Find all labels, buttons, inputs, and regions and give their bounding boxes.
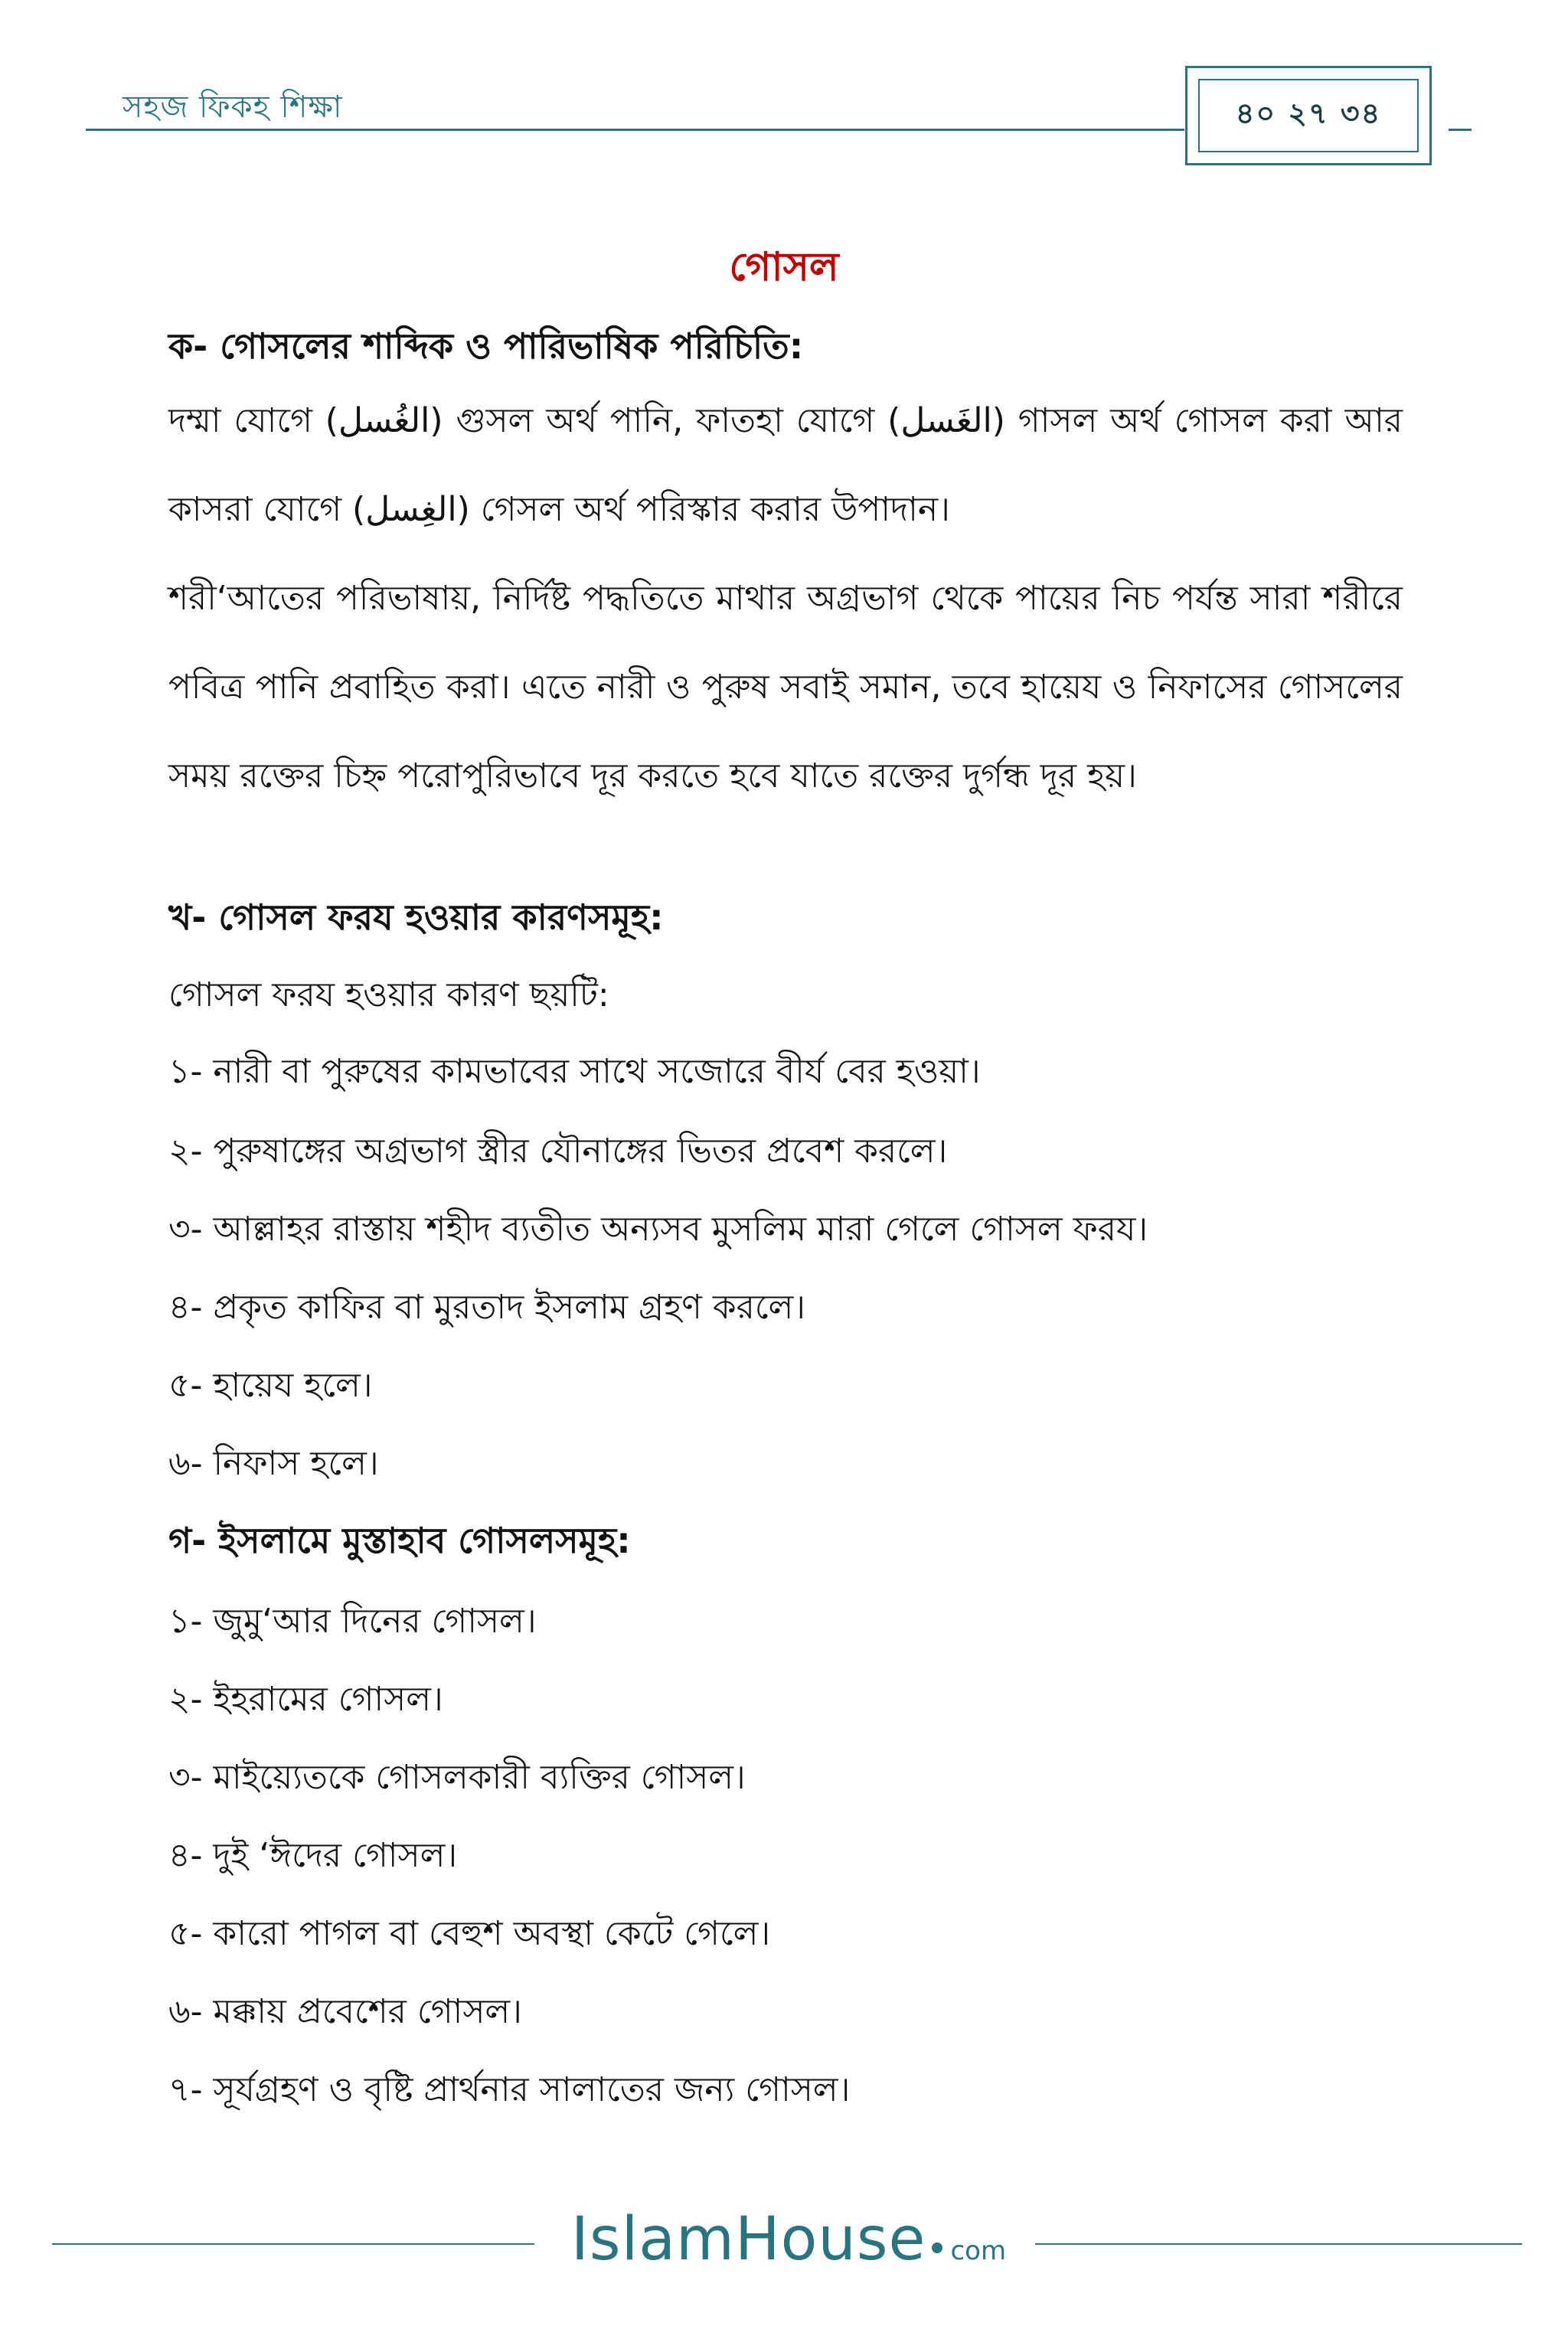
footer-rule-right <box>1035 2243 1522 2245</box>
list-item: ১- জুমু‘আর দিনের গোসল। <box>168 1602 537 1641</box>
list-item: ৬- নিফাস হলে। <box>168 1444 379 1483</box>
footer-rule-left <box>52 2243 534 2245</box>
list-item: ৫- কারো পাগল বা বেহুশ অবস্থা কেটে গেলে। <box>168 1914 771 1953</box>
logo-dot-icon <box>932 2243 942 2253</box>
book-title: সহজ ফিকহ শিক্ষা <box>122 90 343 125</box>
islamhouse-logo <box>551 2205 1026 2282</box>
list-item: ৪- প্রকৃত কাফির বা মুরতাদ ইসলাম গ্রহণ করলে। <box>168 1288 806 1327</box>
list-item: ৪- দুই ‘ঈদের গোসল। <box>168 1836 458 1875</box>
page-number-frame <box>1198 79 1419 152</box>
list-item: ১- নারী বা পুরুষের কামভাবের সাথে সজোরে বীর্য বের হওয়া। <box>168 1052 981 1091</box>
header-rule <box>86 129 1184 131</box>
list-item: ৩- মাইয়্যেতকে গোসলকারী ব্যক্তির গোসল। <box>168 1758 746 1797</box>
page-number: ৪০ ২৭ ৩৪ <box>1235 96 1382 130</box>
section-kha-intro: গোসল ফরয হওয়ার কারণ ছয়টি: <box>168 975 609 1014</box>
section-ka-heading: ক- গোসলের শাব্দিক ও পারিভাষিক পরিচিতি: <box>168 325 804 367</box>
list-item: ৭- সূর্যগ্রহণ ও বৃষ্টি প্রার্থনার সালাতের জন্য গোসল। <box>168 2070 851 2109</box>
list-item: ৬- মক্কায় প্রবেশের গোসল। <box>168 1992 522 2031</box>
list-item: ২- পুরুষাঙ্গের অগ্রভাগ স্ত্রীর যৌনাঙ্গের ভিতর প্রবেশ করলে। <box>168 1132 948 1171</box>
list-item: ২- ইহরামের গোসল। <box>168 1680 443 1719</box>
logo-suffix: com <box>950 2236 1007 2266</box>
logo-text: IslamHouse <box>570 2205 926 2274</box>
header-rule-tail <box>1449 129 1472 131</box>
list-item: ৫- হায়েয হলে। <box>168 1366 373 1405</box>
chapter-title: গোসল <box>729 244 839 290</box>
section-ga-heading: গ- ইসলামে মুস্তাহাব গোসলসমূহ: <box>168 1520 631 1561</box>
list-item: ৩- আল্লাহর রাস্তায় শহীদ ব্যতীত অন্যসব মুসলিম মারা গেলে গোসল ফরয। <box>168 1210 1148 1249</box>
page-number-box <box>1185 66 1432 165</box>
section-ka-para1: দম্মা যোগে (الغُسل) গুসল অর্থ পানি, ফাতহা যোগে (الغَسل) গাসল অর্থ গোসল করা আর কাসরা যোগে (الغِسل) গেসল অর্থ পরিস্কার করার উপাদান। <box>168 401 1403 529</box>
section-ka-para2: শরী‘আতের পরিভাষায়, নির্দিষ্ট পদ্ধতিতে মাথার অগ্রভাগ থেকে পায়ের নিচ পর্যন্ত সারা শরীরে পবিত্র পানি প্রবাহিত করা। এতে নারী ও পুরুষ সবাই সমান, তবে হায়েয ও নিফাসের গোসলের সময় রক্তের চিহ্ন পরোপুরিভাবে দূর করতে হবে যাতে রক্তের দুর্গন্ধ দূর হয়। <box>168 579 1403 795</box>
section-kha-heading: খ- গোসল ফরয হওয়ার কারণসমূহ: <box>168 897 664 938</box>
